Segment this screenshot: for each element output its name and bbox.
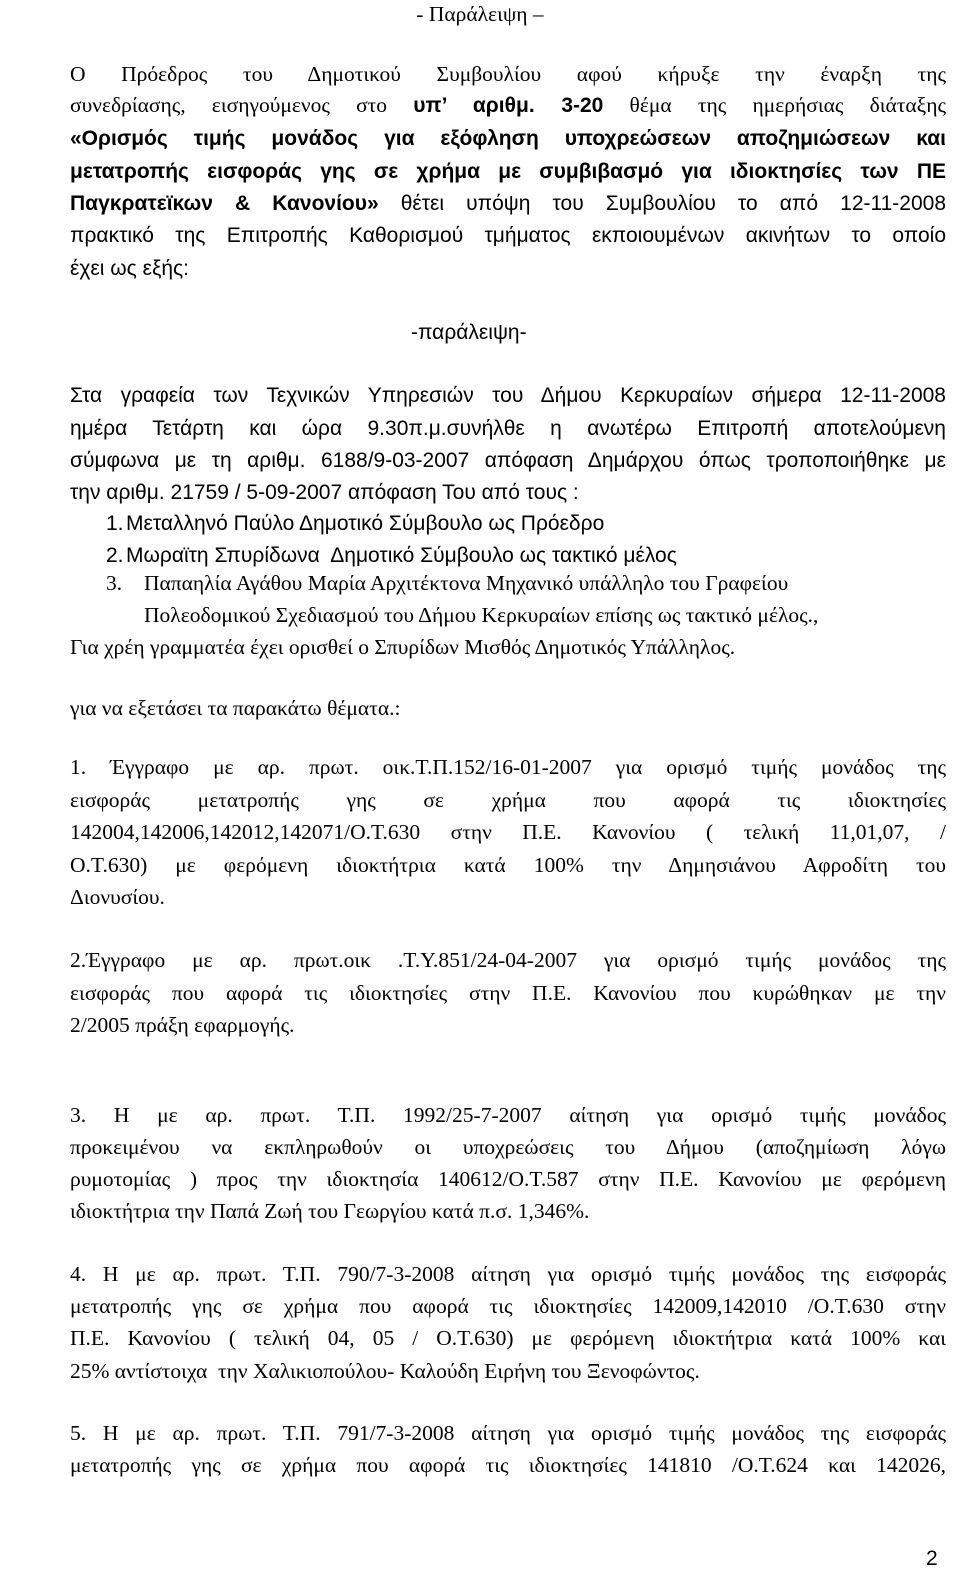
item-1-line-1: 1. Έγγραφο με αρ. πρωτ. οικ.Τ.Π.152/16-01-2007 για ορισμό τιμής μονάδος της [70, 755, 946, 779]
secretary-line: Για χρέη γραμματέα έχει ορισθεί ο Σπυρίδων Μισθός Δημοτικός Υπάλληλος. [70, 635, 736, 659]
item-1-line-2: εισφοράς μετατροπής γης σε χρήμα που αφορά τις ιδιοκτησίες [70, 788, 946, 812]
item-4-line-4: 25% αντίστοιχα την Χαλικιοπούλου- Καλούδη Ειρήνη του Ξενοφώντος. [70, 1359, 700, 1383]
intro-line-2-end: θέμα της ημερήσιας διάταξης [603, 93, 946, 117]
omission-title: - Παράλειψη – [416, 2, 544, 26]
intro-topic-line-3: Παγκρατεϊκων & Κανονίου» [70, 192, 379, 215]
intro-topic-line-2: μετατροπής εισφοράς γης σε χρήμα με συμβιβασμό για ιδιοκτησίες των ΠΕ [70, 160, 946, 183]
member-3-text: Παπαηλία Αγάθου Μαρία Αρχιτέκτονα Μηχανικό υπάλληλο του Γραφείου [144, 571, 789, 595]
item-2-line-2: εισφοράς που αφορά τις ιδιοκτησίες στην Π.Ε. Κανονίου που κυρώθηκαν με την [70, 981, 946, 1005]
intro-line-6: πρακτικό της Επιτροπής Καθορισμού τμήματος εκποιουμένων ακινήτων το οποίο [70, 224, 946, 247]
meeting-line-1: Στα γραφεία των Τεχνικών Υπηρεσιών του Δήμου Κερκυραίων σήμερα 12-11-2008 [70, 384, 946, 407]
item-4-line-3: Π.Ε. Κανονίου ( τελική 04, 05 / Ο.Τ.630) με φερόμενη ιδιοκτήτρια κατά 100% και [70, 1326, 946, 1350]
member-1-number: 1. [106, 512, 124, 535]
intro-line-7: έχει ως εξής: [70, 257, 189, 280]
item-1-line-4: Ο.Τ.630) με φερόμενη ιδιοκτήτρια κατά 100% την Δημησιάνου Αφροδίτη του [70, 853, 946, 877]
item-3-line-2: προκειμένου να εκπληρωθούν οι υποχρεώσεις του Δήμου (αποζημίωση λόγω [70, 1135, 946, 1159]
member-2-text: Μωραϊτη Σπυρίδωνα Δημοτικό Σύμβουλο ως τακτικό μέλος [126, 544, 677, 567]
meeting-line-2: ημέρα Τετάρτη και ώρα 9.30π.μ.συνήλθε η ανωτέρω Επιτροπή αποτελούμενη [70, 417, 946, 440]
intro-line-5-end: θέτει υπόψη του Συμβουλίου το από 12-11-2008 [378, 192, 946, 215]
page-number: 2 [926, 1547, 938, 1570]
member-2-number: 2. [106, 544, 124, 567]
item-5-line-1: 5. Η με αρ. πρωτ. Τ.Π. 791/7-3-2008 αίτηση για ορισμό τιμής μονάδος της εισφοράς [70, 1421, 946, 1445]
intro-topic-line-1: «Ορισμός τιμής μονάδος για εξόφληση υποχρεώσεων αποζημιώσεων και [70, 127, 946, 150]
member-3-number: 3. [106, 571, 123, 595]
item-3-line-3: ρυμοτομίας ) προς την ιδιοκτησία 140612/Ο.Τ.587 στην Π.Ε. Κανονίου με φερόμενη [70, 1167, 946, 1191]
member-1-text: Μεταλληνό Παύλο Δημοτικό Σύμβουλο ως Πρόεδρο [126, 512, 605, 535]
intro-line-5 [70, 193, 946, 215]
intro-line-2 [70, 95, 946, 117]
item-2-line-1: 2.Έγγραφο με αρ. πρωτ.οικ .Τ.Υ.851/24-04-2007 για ορισμό τιμής μονάδος της [70, 948, 946, 972]
item-5-line-2: μετατροπής γης σε χρήμα που αφορά τις ιδιοκτησίες 141810 /Ο.Τ.624 και 142026, [70, 1453, 946, 1477]
item-3-line-1: 3. Η με αρ. πρωτ. Τ.Π. 1992/25-7-2007 αίτηση για ορισμό τιμής μονάδος [70, 1103, 946, 1127]
intro-line-1: Ο Πρόεδρος του Δημοτικού Συμβουλίου αφού κήρυξε την έναρξη της [70, 62, 946, 86]
intro-decision-ref: υπ’ αριθμ. 3-20 [413, 94, 604, 117]
member-3-continuation: Πολεοδομικού Σχεδιασμού του Δήμου Κερκυραίων επίσης ως τακτικό μέλος., [144, 603, 819, 627]
item-1-line-3: 142004,142006,142012,142071/Ο.Τ.630 στην Π.Ε. Κανονίου ( τελική 11,01,07, / [70, 820, 946, 844]
meeting-line-4: την αριθμ. 21759 / 5-09-2007 απόφαση Του από τους : [70, 481, 579, 504]
item-3-line-4: ιδιοκτήτρια την Παπά Ζωή του Γεωργίου κατά π.σ. 1,346%. [70, 1199, 590, 1223]
intro-line-2-start: συνεδρίασης, εισηγούμενος στο [70, 93, 414, 117]
agenda-intro: για να εξετάσει τα παρακάτω θέματα.: [70, 696, 401, 720]
item-1-line-5: Διονυσίου. [70, 885, 165, 909]
item-2-line-3: 2/2005 πράξη εφαρμογής. [70, 1013, 295, 1037]
meeting-line-3: σύμφωνα με τη αριθμ. 6188/9-03-2007 απόφαση Δημάρχου όπως τροποποιήθηκε με [70, 449, 946, 472]
omission-marker: -παράλειψη- [411, 321, 527, 344]
item-4-line-2: μετατροπής γης σε χρήμα που αφορά τις ιδιοκτησίες 142009,142010 /Ο.Τ.630 στην [70, 1294, 946, 1318]
item-4-line-1: 4. Η με αρ. πρωτ. Τ.Π. 790/7-3-2008 αίτηση για ορισμό τιμής μονάδος της εισφοράς [70, 1262, 946, 1286]
